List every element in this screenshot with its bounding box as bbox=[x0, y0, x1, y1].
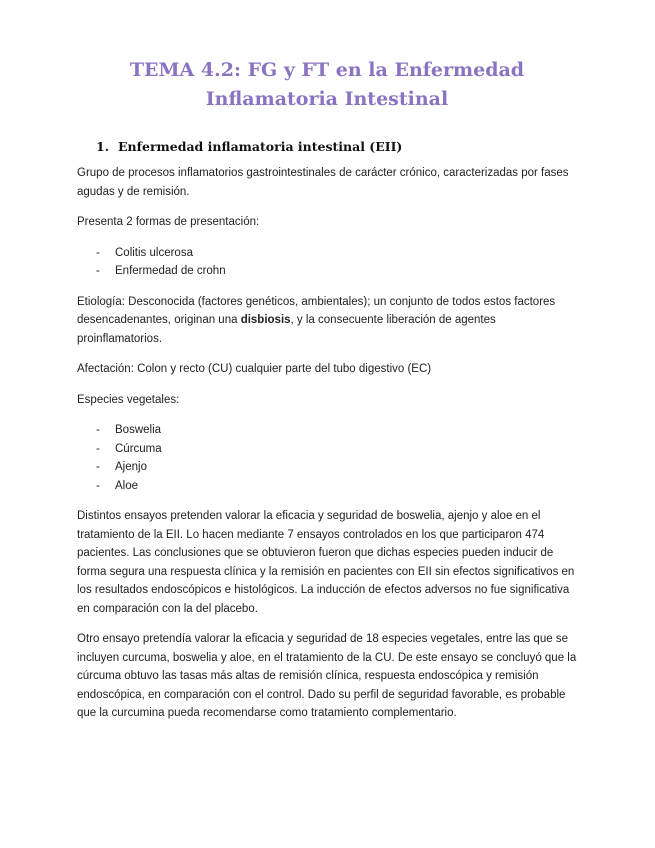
list-plantas bbox=[77, 421, 577, 495]
list-item-text: Colitis ulcerosa bbox=[115, 246, 193, 259]
etiologia-bold-word: disbiosis bbox=[240, 314, 291, 326]
list-item-text: Enfermedad de crohn bbox=[115, 265, 226, 277]
dash-bullet: - bbox=[96, 479, 100, 492]
list-item-text: Cúrcuma bbox=[115, 442, 162, 455]
dash-bullet: - bbox=[96, 246, 100, 259]
dash-bullet: - bbox=[96, 424, 100, 436]
list-item bbox=[77, 458, 577, 477]
etiologia-text-end: , y la consecuente liberación de agentes proinflamatorios. bbox=[77, 314, 496, 345]
list-item-text: Ajenjo bbox=[115, 461, 147, 473]
paragraph-definicion: Grupo de procesos inflamatorios gastrointestinales de carácter crónico, caracterizadas por fases agudas y de remisión. bbox=[77, 167, 569, 198]
paragraph-afectacion: Afectación: Colon y recto (CU) cualquier parte del tubo digestivo (EC) bbox=[77, 363, 432, 375]
dash-bullet: - bbox=[96, 265, 100, 277]
section-heading-text: Enfermedad inflamatoria intestinal (EII) bbox=[118, 139, 403, 154]
list-item-text: Aloe bbox=[115, 479, 139, 492]
section-number: 1. bbox=[96, 139, 110, 154]
list-item bbox=[77, 440, 577, 459]
list-item bbox=[77, 477, 577, 496]
paragraph-etiologia bbox=[77, 293, 577, 349]
list-item bbox=[77, 262, 577, 281]
list-formas bbox=[77, 244, 577, 281]
document-title: TEMA 4.2: FG y FT en la Enfermedad Inflamatoria Intestinal bbox=[129, 59, 525, 110]
dash-bullet: - bbox=[96, 461, 100, 473]
list-item-text: Boswelia bbox=[115, 424, 162, 436]
section-heading bbox=[77, 138, 577, 156]
paragraph-ensayos-1: Distintos ensayos pretenden valorar la eficacia y seguridad de boswelia, ajenjo y aloe en el tratamiento de la EII. Lo hacen mediante 7 ensayos controlados en los que participaron 474 pacientes. Las conclusiones que se obtuvieron fueron que dichas especies pueden inducir de forma segura una respuesta clínica y la remisión en pacientes con EII sin efectos significativos en los resultados endoscópicos e histológicos. La inducción de efectos adversos no fue significativa en comparación con la del placebo. bbox=[77, 510, 575, 615]
list-item bbox=[77, 244, 577, 263]
list-item bbox=[77, 421, 577, 440]
etiologia-text-start: Etiología: Desconocida (factores genéticos, ambientales); un conjunto de todos estos factores desencadenantes, originan una bbox=[77, 295, 556, 326]
dash-bullet: - bbox=[96, 442, 100, 455]
paragraph-especies: Especies vegetales: bbox=[77, 393, 180, 406]
paragraph-presentacion: Presenta 2 formas de presentación: bbox=[77, 216, 260, 228]
paragraph-ensayos-2: Otro ensayo pretendía valorar la eficacia y seguridad de 18 especies vegetales, entre las que se incluyen curcuma, boswelia y aloe, en el tratamiento de la CU. De este ensayo se concluyó que la cúrcuma obtuvo las tasas más altas de remisión clínica, respuesta endoscópica y remisión endoscópica, en comparación con el control. Dado su perfil de seguridad favorable, es probable que la curcumina pueda recomendarse como tratamiento complementario. bbox=[77, 633, 577, 719]
